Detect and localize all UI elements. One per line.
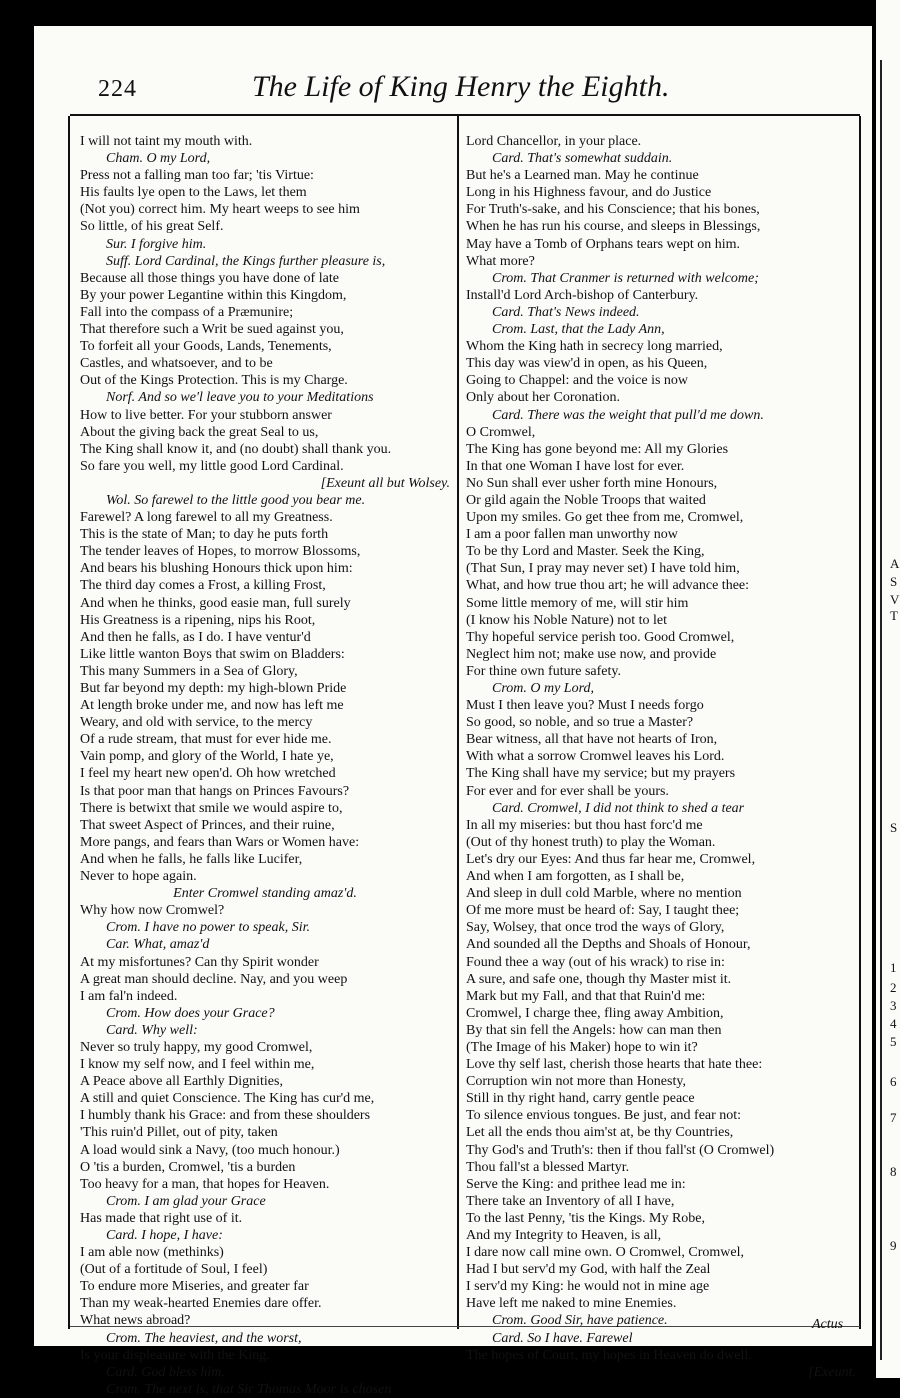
text-line: O 'tis a burden, Cromwel, 'tis a burden <box>80 1159 296 1175</box>
text-line: Bear witness, all that have not hearts of Iron, <box>466 732 718 748</box>
text-line: About the giving back the great Seal to us, <box>80 424 319 440</box>
text-line: And bears his blushing Honours thick upon him: <box>80 561 353 577</box>
text-line: Never so truly happy, my good Cromwel, <box>80 1039 313 1055</box>
text-line: Fall into the compass of a Præmunire; <box>80 304 294 320</box>
text-line: Crom. O my Lord, <box>492 681 595 696</box>
text-line: This many Summers in a Sea of Glory, <box>80 663 298 679</box>
text-line: Is that poor man that hangs on Princes Favours? <box>80 783 350 799</box>
text-line: To the last Penny, 'tis the Kings. My Robe, <box>466 1210 706 1226</box>
text-line: Why how now Cromwel? <box>80 903 225 919</box>
facing-page-char: 6 <box>890 1074 897 1089</box>
text-line: Corruption win not more than Honesty, <box>466 1074 686 1090</box>
text-line: [Exeunt. <box>808 1364 856 1380</box>
text-line: By that sin fell the Angels: how can man then <box>466 1022 722 1038</box>
text-line: At length broke under me, and now has left me <box>80 698 344 714</box>
text-line: But he's a Learned man. May he continue <box>466 168 699 184</box>
text-line: 'This ruin'd Pillet, out of pity, taken <box>80 1125 278 1141</box>
facing-page-char: 4 <box>890 1016 897 1031</box>
text-line: In all my miseries: but thou hast forc'd me <box>466 817 703 833</box>
text-line: I am fal'n indeed. <box>80 988 178 1004</box>
text-line: I am a poor fallen man unworthy now <box>466 527 678 543</box>
text-line: That sweet Aspect of Princes, and their ruine, <box>80 817 335 833</box>
text-line: No Sun shall ever usher forth mine Honours, <box>466 475 718 491</box>
text-line: Install'd Lord Arch-bishop of Canterbury. <box>466 287 699 303</box>
text-line: Norf. And so we'l leave you to your Meditations <box>106 390 374 406</box>
text-line: A load would sink a Navy, (too much honour.) <box>80 1142 340 1158</box>
text-line: (Out of thy honest truth) to play the Woman. <box>466 834 716 850</box>
text-line: For ever and for ever shall be yours. <box>466 783 669 799</box>
text-line: And my Integrity to Heaven, is all, <box>466 1228 662 1243</box>
facing-page-rule <box>880 60 882 1360</box>
text-line: That therefore such a Writ be sued against you, <box>80 322 344 338</box>
facing-page-char: 8 <box>890 1164 897 1179</box>
text-line: A Peace above all Earthly Dignities, <box>80 1074 283 1090</box>
text-line: Found thee a way (out of his wrack) to rise in: <box>466 954 725 970</box>
facing-page-char: 1 <box>890 960 897 975</box>
text-line: Crom. How does your Grace? <box>106 1005 275 1021</box>
text-line: Cham. O my Lord, <box>106 151 211 167</box>
text-line: Is your displeasure with the King. <box>80 1347 270 1363</box>
text-line: But far beyond my depth: my high-blown Pride <box>80 681 347 696</box>
column-divider <box>457 116 459 1329</box>
text-line: Crom. That Cranmer is returned with welcome; <box>492 270 759 286</box>
text-line: And when he thinks, good easie man, full surely <box>80 595 351 611</box>
text-line: Card. Cromwel, I did not think to shed a tear <box>492 800 745 816</box>
text-line: Has made that right use of it. <box>80 1210 243 1226</box>
text-line: I serv'd my King: he would not in mine age <box>466 1279 710 1295</box>
text-line: Mark but my Fall, and that that Ruin'd me: <box>466 988 706 1004</box>
text-line: Thy hopeful service perish too. Good Cromwel, <box>466 629 735 645</box>
text-line: Too heavy for a man, that hopes for Heaven. <box>80 1176 330 1192</box>
text-line: To silence envious tongues. Be just, and fear not: <box>466 1108 742 1124</box>
text-line: [Exeunt all but Wolsey. <box>320 475 450 491</box>
left-text-column <box>80 133 450 1398</box>
text-line: Card. I hope, I have: <box>106 1228 223 1243</box>
text-line: A sure, and safe one, though thy Master mist it. <box>466 971 732 987</box>
text-line: Still in thy right hand, carry gentle peace <box>466 1091 695 1107</box>
text-line: I will not taint my mouth with. <box>80 134 253 149</box>
text-line: I humbly thank his Grace: and from these shoulders <box>80 1108 371 1124</box>
right-text-column <box>466 133 856 1381</box>
facing-page-char: S <box>890 574 898 589</box>
text-line: Wol. So farewel to the little good you bear me. <box>106 492 366 508</box>
text-line: And sounded all the Depths and Shoals of Honour, <box>466 937 751 953</box>
text-line: Card. Why well: <box>106 1022 198 1038</box>
text-line: Crom. The heaviest, and the worst, <box>106 1330 302 1346</box>
text-line: To be thy Lord and Master. Seek the King, <box>466 544 705 560</box>
text-line: Of me more must be heard of: Say, I taught thee; <box>466 903 740 919</box>
text-line: Long in his Highness favour, and do Justice <box>466 185 712 201</box>
text-line: The third day comes a Frost, a killing Frost, <box>80 578 326 594</box>
page-header <box>34 70 872 110</box>
catchword: Actus <box>812 1317 844 1332</box>
text-line: Must I then leave you? Must I needs forgo <box>466 698 704 714</box>
text-line: Because all those things you have done of late <box>80 270 339 286</box>
text-line: There is betwixt that smile we would aspire to, <box>80 800 343 816</box>
text-line: Of a rude stream, that must for ever hide me. <box>80 732 332 748</box>
text-line: Crom. Good Sir, have patience. <box>492 1313 668 1329</box>
text-line: Card. So I have. Farewel <box>492 1330 633 1346</box>
text-line: To forfeit all your Goods, Lands, Tenements, <box>80 339 332 355</box>
text-line: Let's dry our Eyes: And thus far hear me, Cromwel, <box>466 851 756 867</box>
text-line: Crom. I am glad your Grace <box>106 1193 266 1209</box>
text-line: Never to hope again. <box>80 869 197 885</box>
facing-page-char: 9 <box>890 1238 897 1253</box>
text-line: In that one Woman I have lost for ever. <box>466 458 685 474</box>
facing-page-char: V <box>890 592 900 607</box>
running-title: The Life of King Henry the Eighth. <box>252 70 670 103</box>
text-line: Cromwel, I charge thee, fling away Ambition, <box>466 1005 724 1021</box>
text-line: Only about her Coronation. <box>466 390 620 406</box>
text-line: Had I but serv'd my God, with half the Zeal <box>466 1262 711 1278</box>
text-line: What, and how true thou art; he will advance thee: <box>466 578 750 594</box>
facing-page-char: 7 <box>890 1110 897 1125</box>
text-line: Upon my smiles. Go get thee from me, Cromwel, <box>466 510 744 526</box>
text-line: O Cromwel, <box>466 424 536 440</box>
text-line: May have a Tomb of Orphans tears wept on him. <box>466 236 741 252</box>
text-line: Crom. The next is, that Sir Thomas Moor is chosen <box>106 1381 392 1397</box>
text-line: A great man should decline. Nay, and you weep <box>80 971 348 987</box>
text-line: Sur. I forgive him. <box>106 236 207 252</box>
left-margin-rule <box>68 116 70 1329</box>
text-line: His faults lye open to the Laws, let them <box>80 185 307 201</box>
text-line: Going to Chappel: and the voice is now <box>466 373 689 389</box>
text-line: Enter Cromwel standing amaz'd. <box>173 886 357 902</box>
text-line: And when he falls, he falls like Lucifer, <box>80 851 303 867</box>
text-line: (Not you) correct him. My heart weeps to see him <box>80 202 360 218</box>
text-line: And when I am forgotten, as I shall be, <box>466 869 685 885</box>
text-line: So little, of his great Self. <box>80 219 224 235</box>
text-line: Farewel? A long farewel to all my Greatness. <box>80 510 333 526</box>
header-rule <box>70 114 860 116</box>
text-line: Lord Chancellor, in your place. <box>466 134 642 149</box>
right-margin-rule <box>859 116 861 1329</box>
text-line: Press not a falling man too far; 'tis Virtue: <box>80 168 314 184</box>
text-line: Card. God bless him. <box>106 1364 225 1380</box>
text-line: I am able now (methinks) <box>80 1245 224 1261</box>
text-line: When he has run his course, and sleeps in Blessings, <box>466 219 761 235</box>
text-line: This day was view'd in open, as his Queen, <box>466 356 708 372</box>
text-line: The hopes of Court, my hopes in Heaven do dwell. <box>466 1347 752 1363</box>
text-line: The King has gone beyond me: All my Glories <box>466 441 729 457</box>
text-line: What more? <box>466 253 535 269</box>
text-line: At my misfortunes? Can thy Spirit wonder <box>80 954 319 970</box>
text-line: Like little wanton Boys that swim on Bladders: <box>80 646 345 662</box>
text-line: Let all the ends thou aim'st at, be thy Countries, <box>466 1125 734 1141</box>
text-line: I know my self now, and I feel within me, <box>80 1057 315 1073</box>
text-line: Out of the Kings Protection. This is my Charge. <box>80 373 348 389</box>
text-line: To endure more Miseries, and greater far <box>80 1279 309 1295</box>
text-line: The King shall know it, and (no doubt) shall thank you. <box>80 441 392 457</box>
text-line: A still and quiet Conscience. The King has cur'd me, <box>80 1091 375 1107</box>
text-line: Thy God's and Truth's: then if thou fall'st (O Cromwel) <box>466 1142 775 1158</box>
text-line: Castles, and whatsoever, and to be <box>80 356 273 372</box>
text-line: Vain pomp, and glory of the World, I hate ye, <box>80 749 334 765</box>
text-line: Neglect him not; make use now, and provide <box>466 646 717 662</box>
text-line: And then he falls, as I do. I have ventur'd <box>80 629 311 645</box>
text-line: The King shall have my service; but my prayers <box>466 766 736 782</box>
text-line: Or gild again the Noble Troops that waited <box>466 492 706 508</box>
text-line: Card. That's somewhat suddain. <box>492 151 673 167</box>
text-line: (That Sun, I pray may never set) I have told him, <box>466 561 740 577</box>
text-line: For thine own future safety. <box>466 663 621 679</box>
text-line: More pangs, and fears than Wars or Women have: <box>80 834 360 850</box>
text-line: I dare now call mine own. O Cromwel, Cromwel, <box>466 1245 744 1261</box>
page-number: 224 <box>98 76 137 102</box>
text-line: Some little memory of me, will stir him <box>466 595 689 611</box>
text-line: His Greatness is a ripening, nips his Root, <box>80 612 316 628</box>
text-line: Love thy self last, cherish those hearts that hate thee: <box>466 1057 763 1073</box>
text-line: The tender leaves of Hopes, to morrow Blossoms, <box>80 544 361 560</box>
text-line: For Truth's-sake, and his Conscience; that his bones, <box>466 202 760 218</box>
text-line: Crom. Last, that the Lady Ann, <box>492 322 665 338</box>
text-line: This is the state of Man; to day he puts forth <box>80 527 329 543</box>
text-line: Than my weak-hearted Enemies dare offer. <box>80 1296 322 1312</box>
text-line: Say, Wolsey, that once trod the ways of Glory, <box>466 920 725 936</box>
text-line: I feel my heart new open'd. Oh how wretched <box>80 766 336 782</box>
facing-page-char: S <box>890 820 898 835</box>
text-line: Card. That's News indeed. <box>492 304 640 320</box>
text-line: Weary, and old with service, to the mercy <box>80 715 313 731</box>
facing-page-char: 5 <box>890 1034 897 1049</box>
text-line: Whom the King hath in secrecy long married, <box>466 339 723 355</box>
text-line: Card. There was the weight that pull'd me down. <box>492 407 764 423</box>
text-line: Car. What, amaz'd <box>106 937 210 953</box>
text-line: So fare you well, my little good Lord Cardinal. <box>80 458 344 474</box>
facing-page-char: A <box>890 556 900 571</box>
text-line: (Out of a fortitude of Soul, I feel) <box>80 1262 268 1278</box>
text-line: With what a sorrow Cromwel leaves his Lord. <box>466 749 725 765</box>
text-line: And sleep in dull cold Marble, where no mention <box>466 886 742 902</box>
text-line: Serve the King: and prithee lead me in: <box>466 1176 686 1192</box>
facing-page-char: 3 <box>890 998 897 1013</box>
text-line: So good, so noble, and so true a Master? <box>466 715 694 731</box>
text-line: There take an Inventory of all I have, <box>466 1193 675 1209</box>
text-line: Have left me naked to mine Enemies. <box>466 1296 677 1312</box>
facing-page-char: 2 <box>890 980 897 995</box>
text-line: Thou fall'st a blessed Martyr. <box>466 1159 630 1175</box>
text-line: How to live better. For your stubborn answer <box>80 407 332 423</box>
book-page <box>34 26 872 1397</box>
facing-page-char: T <box>890 608 898 623</box>
text-line: What news abroad? <box>80 1313 191 1329</box>
text-line: Crom. I have no power to speak, Sir. <box>106 920 311 936</box>
text-line: By your power Legantine within this Kingdom, <box>80 287 347 303</box>
text-line: (The Image of his Maker) hope to win it? <box>466 1039 698 1055</box>
text-line: Suff. Lord Cardinal, the Kings further pleasure is, <box>106 253 386 269</box>
text-line: (I know his Noble Nature) not to let <box>466 612 668 628</box>
